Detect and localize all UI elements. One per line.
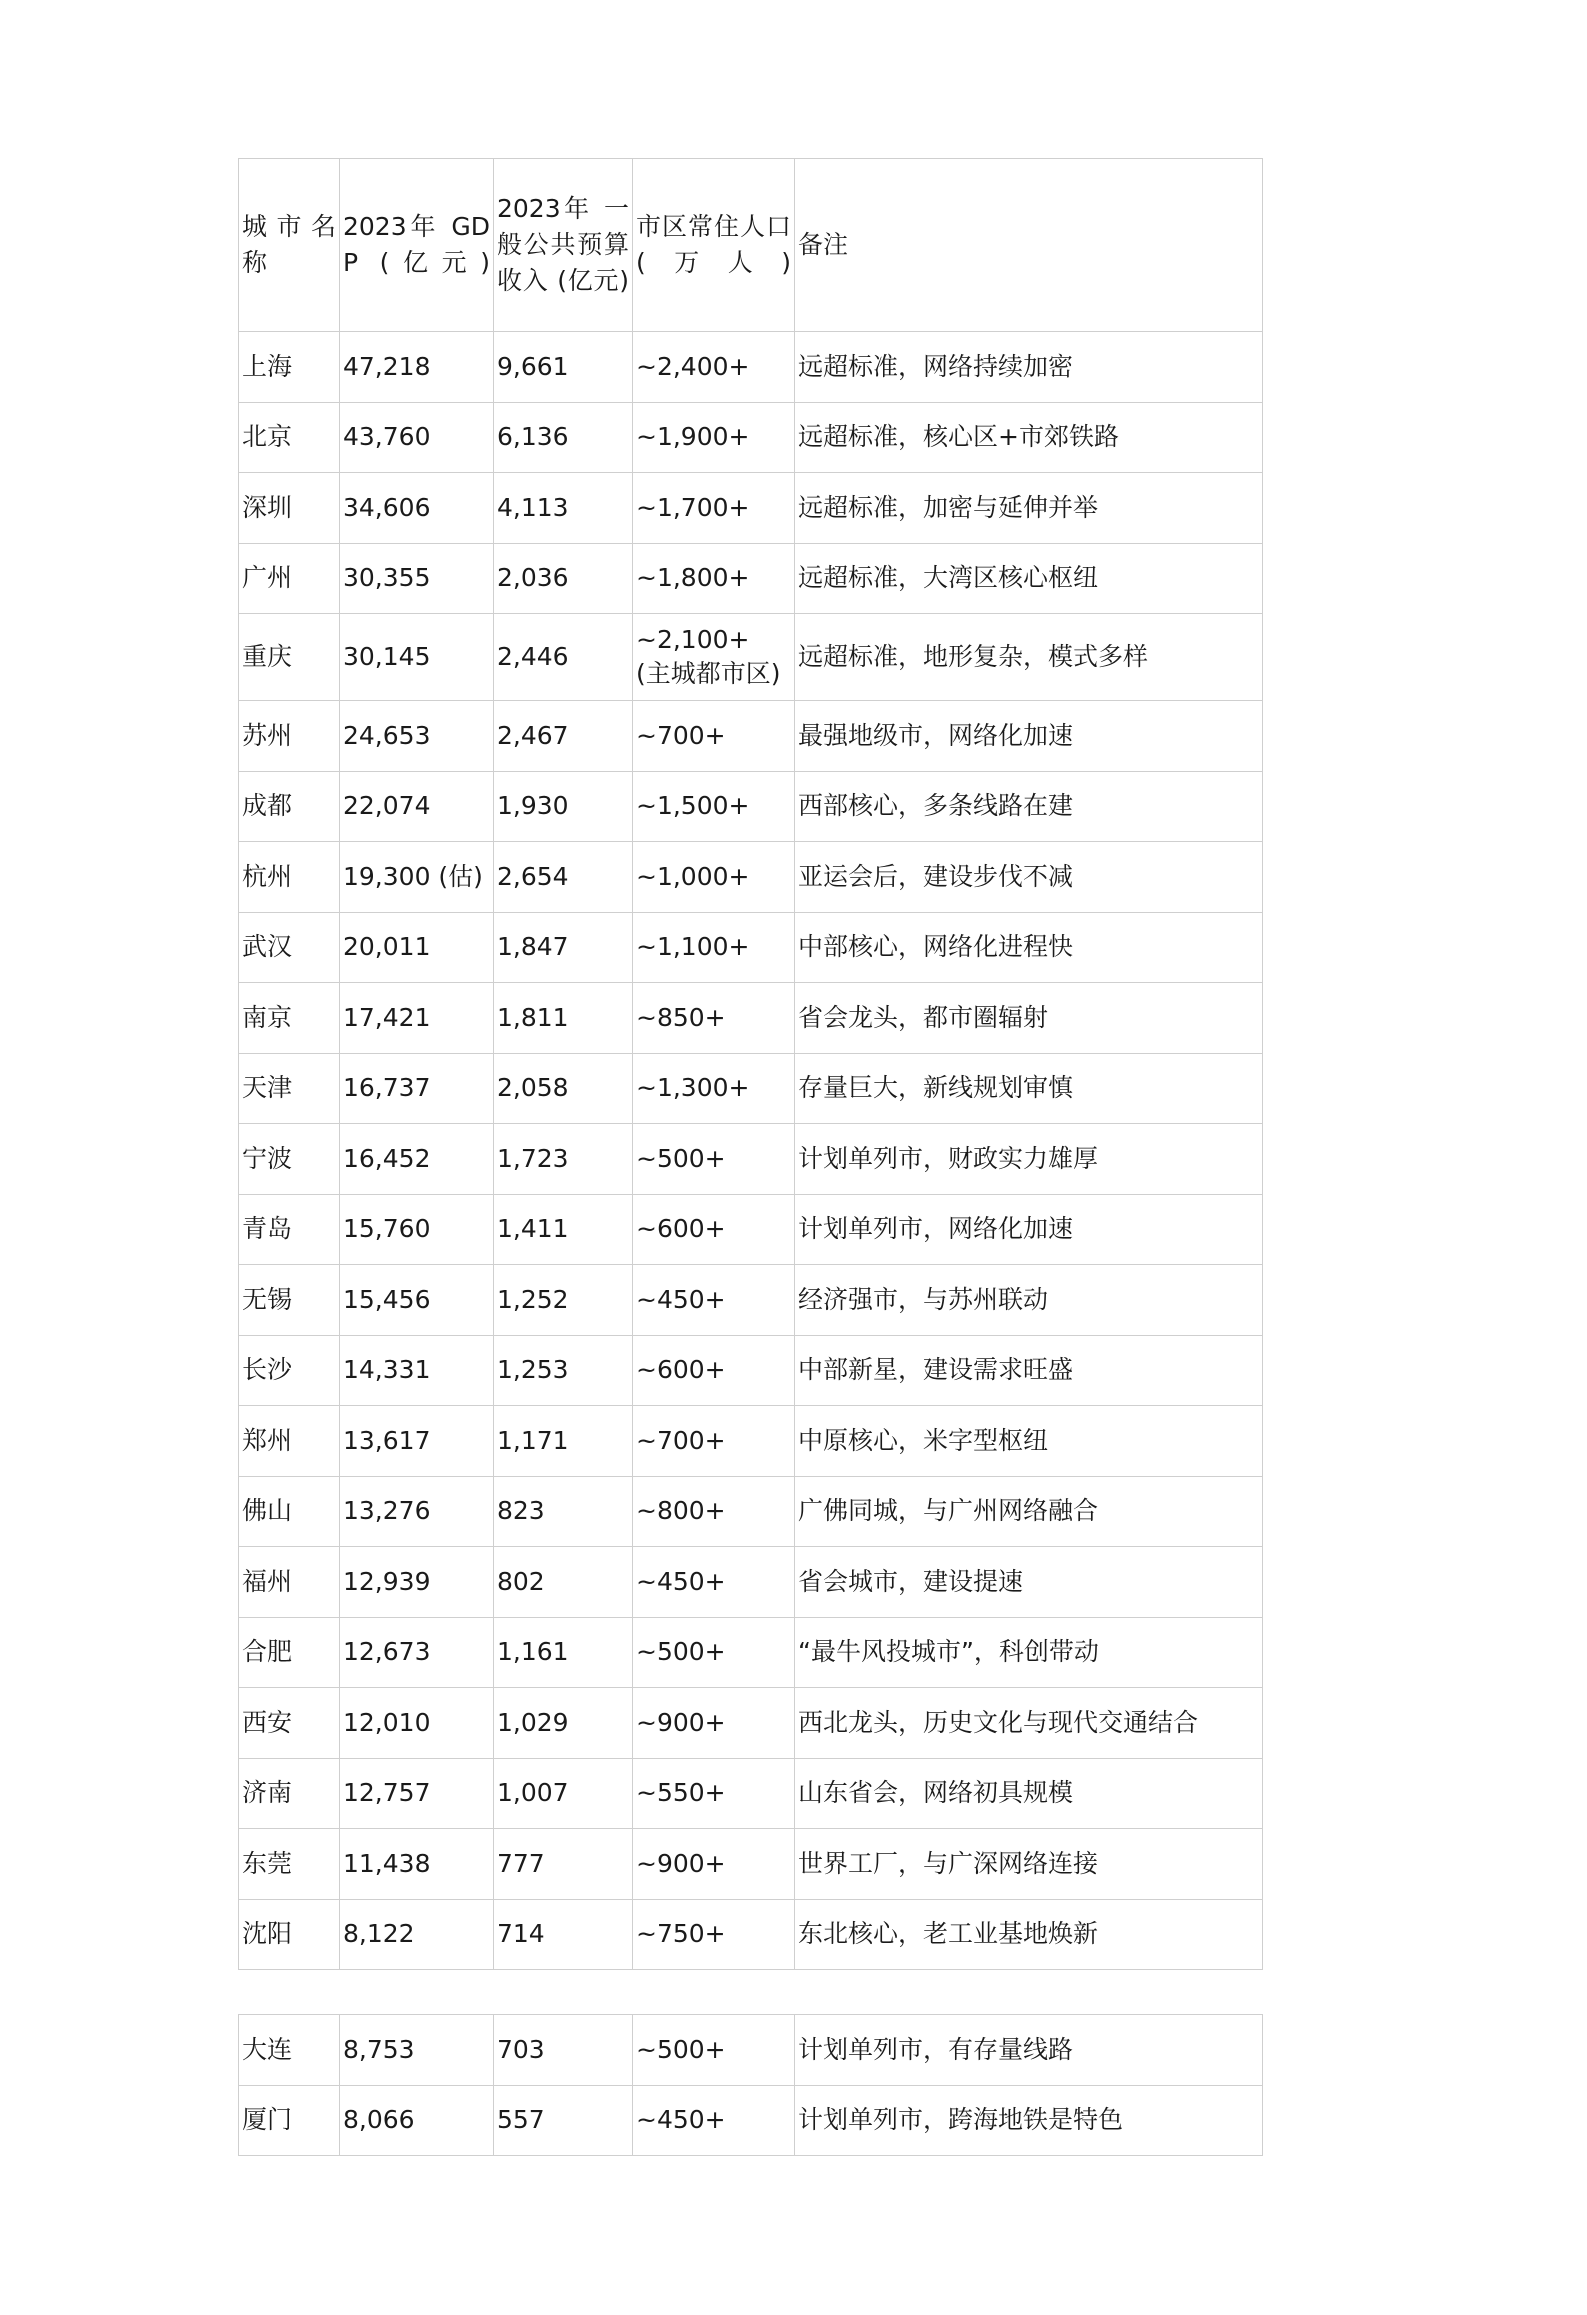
table-row	[239, 1688, 1263, 1759]
cell-population: ~1,800+	[633, 543, 795, 614]
cell-budget-revenue: 777	[494, 1829, 633, 1900]
header-remarks: 备注	[795, 159, 1263, 332]
cell-budget-revenue: 703	[494, 2015, 633, 2086]
cell-remarks: 中部新星，建设需求旺盛	[795, 1335, 1263, 1406]
table-row	[239, 842, 1263, 913]
cell-remarks: 亚运会后，建设步伐不减	[795, 842, 1263, 913]
cell-city: 成都	[239, 771, 340, 842]
cell-population: ~1,700+	[633, 473, 795, 544]
table-row	[239, 912, 1263, 983]
cell-budget-revenue: 1,253	[494, 1335, 633, 1406]
cell-gdp: 16,737	[340, 1053, 494, 1124]
cell-remarks: 广佛同城，与广州网络融合	[795, 1476, 1263, 1547]
cell-remarks: “最牛风投城市”，科创带动	[795, 1617, 1263, 1688]
cell-gdp: 12,673	[340, 1617, 494, 1688]
cell-city: 福州	[239, 1547, 340, 1618]
table-row	[239, 1406, 1263, 1477]
table-row	[239, 1829, 1263, 1900]
cell-population: ~450+	[633, 1265, 795, 1336]
cell-remarks: 山东省会，网络初具规模	[795, 1758, 1263, 1829]
cell-gdp: 43,760	[340, 402, 494, 473]
cell-city: 无锡	[239, 1265, 340, 1336]
cell-budget-revenue: 557	[494, 2085, 633, 2156]
table-row	[239, 1053, 1263, 1124]
cell-remarks: 计划单列市，网络化加速	[795, 1194, 1263, 1265]
table-row	[239, 1617, 1263, 1688]
cell-population: ~2,400+	[633, 332, 795, 403]
cell-city: 沈阳	[239, 1899, 340, 1970]
table-row	[239, 473, 1263, 544]
cell-remarks: 远超标准，大湾区核心枢纽	[795, 543, 1263, 614]
cell-population: ~500+	[633, 1617, 795, 1688]
table-row	[239, 543, 1263, 614]
cell-gdp: 8,066	[340, 2085, 494, 2156]
cell-population: ~900+	[633, 1688, 795, 1759]
cell-remarks: 计划单列市，有存量线路	[795, 2015, 1263, 2086]
cell-city: 杭州	[239, 842, 340, 913]
cell-budget-revenue: 714	[494, 1899, 633, 1970]
header-budget-revenue: 2023年 一般公共预算收入 (亿元)	[494, 159, 633, 332]
cell-budget-revenue: 2,036	[494, 543, 633, 614]
cell-gdp: 12,757	[340, 1758, 494, 1829]
table-row	[239, 1899, 1263, 1970]
cell-city: 深圳	[239, 473, 340, 544]
cell-gdp: 24,653	[340, 701, 494, 772]
cell-city: 南京	[239, 983, 340, 1054]
cell-city: 长沙	[239, 1335, 340, 1406]
cell-population: ~500+	[633, 2015, 795, 2086]
cell-remarks: 东北核心，老工业基地焕新	[795, 1899, 1263, 1970]
cell-remarks: 中原核心，米字型枢纽	[795, 1406, 1263, 1477]
cell-gdp: 8,753	[340, 2015, 494, 2086]
cell-remarks: 计划单列市，财政实力雄厚	[795, 1124, 1263, 1195]
table-row	[239, 771, 1263, 842]
cell-gdp: 47,218	[340, 332, 494, 403]
table-row	[239, 2015, 1263, 2086]
cell-city: 广州	[239, 543, 340, 614]
cell-remarks: 中部核心，网络化进程快	[795, 912, 1263, 983]
header-city-name: 城市名称	[239, 159, 340, 332]
cell-gdp: 15,456	[340, 1265, 494, 1336]
cell-population: ~700+	[633, 1406, 795, 1477]
cell-budget-revenue: 1,847	[494, 912, 633, 983]
cell-gdp: 13,276	[340, 1476, 494, 1547]
cell-population: ~2,100+ (主城都市区)	[633, 614, 795, 701]
cell-city: 合肥	[239, 1617, 340, 1688]
table-row	[239, 1476, 1263, 1547]
cell-city: 厦门	[239, 2085, 340, 2156]
cell-budget-revenue: 1,723	[494, 1124, 633, 1195]
cell-city: 郑州	[239, 1406, 340, 1477]
cell-gdp: 15,760	[340, 1194, 494, 1265]
table-row	[239, 1124, 1263, 1195]
table-row	[239, 983, 1263, 1054]
cell-remarks: 计划单列市，跨海地铁是特色	[795, 2085, 1263, 2156]
cell-population: ~1,500+	[633, 771, 795, 842]
cell-remarks: 远超标准，地形复杂，模式多样	[795, 614, 1263, 701]
cell-budget-revenue: 2,654	[494, 842, 633, 913]
cell-population: ~900+	[633, 1829, 795, 1900]
cell-gdp: 16,452	[340, 1124, 494, 1195]
cell-gdp: 11,438	[340, 1829, 494, 1900]
city-data-table-continued	[238, 2014, 1263, 2156]
cell-city: 重庆	[239, 614, 340, 701]
cell-population: ~800+	[633, 1476, 795, 1547]
cell-city: 济南	[239, 1758, 340, 1829]
cell-gdp: 12,939	[340, 1547, 494, 1618]
cell-remarks: 世界工厂，与广深网络连接	[795, 1829, 1263, 1900]
cell-population: ~600+	[633, 1194, 795, 1265]
cell-budget-revenue: 1,811	[494, 983, 633, 1054]
cell-budget-revenue: 1,161	[494, 1617, 633, 1688]
cell-remarks: 最强地级市，网络化加速	[795, 701, 1263, 772]
table-row	[239, 1194, 1263, 1265]
cell-population: ~1,100+	[633, 912, 795, 983]
cell-gdp: 20,011	[340, 912, 494, 983]
cell-gdp: 34,606	[340, 473, 494, 544]
header-population: 市区常住人口 (万人)	[633, 159, 795, 332]
cell-gdp: 22,074	[340, 771, 494, 842]
table-row	[239, 1547, 1263, 1618]
cell-budget-revenue: 2,446	[494, 614, 633, 701]
city-data-table	[238, 158, 1263, 1970]
cell-population: ~1,300+	[633, 1053, 795, 1124]
cell-remarks: 远超标准，网络持续加密	[795, 332, 1263, 403]
table-row	[239, 701, 1263, 772]
cell-gdp: 8,122	[340, 1899, 494, 1970]
table-row	[239, 402, 1263, 473]
cell-gdp: 30,145	[340, 614, 494, 701]
cell-budget-revenue: 1,252	[494, 1265, 633, 1336]
table-row	[239, 614, 1263, 701]
cell-gdp: 14,331	[340, 1335, 494, 1406]
cell-population: ~750+	[633, 1899, 795, 1970]
cell-population: ~450+	[633, 1547, 795, 1618]
table-row	[239, 332, 1263, 403]
cell-city: 东莞	[239, 1829, 340, 1900]
cell-budget-revenue: 1,029	[494, 1688, 633, 1759]
cell-budget-revenue: 823	[494, 1476, 633, 1547]
cell-gdp: 13,617	[340, 1406, 494, 1477]
cell-remarks: 西部核心，多条线路在建	[795, 771, 1263, 842]
cell-budget-revenue: 2,467	[494, 701, 633, 772]
cell-population: ~450+	[633, 2085, 795, 2156]
cell-city: 上海	[239, 332, 340, 403]
cell-population: ~700+	[633, 701, 795, 772]
cell-gdp: 19,300 (估)	[340, 842, 494, 913]
cell-population: ~500+	[633, 1124, 795, 1195]
header-gdp: 2023年 GDP (亿元)	[340, 159, 494, 332]
cell-budget-revenue: 6,136	[494, 402, 633, 473]
cell-population: ~550+	[633, 1758, 795, 1829]
cell-city: 天津	[239, 1053, 340, 1124]
cell-remarks: 省会城市，建设提速	[795, 1547, 1263, 1618]
cell-remarks: 远超标准，加密与延伸并举	[795, 473, 1263, 544]
cell-city: 北京	[239, 402, 340, 473]
cell-gdp: 30,355	[340, 543, 494, 614]
cell-budget-revenue: 2,058	[494, 1053, 633, 1124]
cell-remarks: 存量巨大，新线规划审慎	[795, 1053, 1263, 1124]
cell-city: 苏州	[239, 701, 340, 772]
table-row	[239, 1758, 1263, 1829]
cell-city: 大连	[239, 2015, 340, 2086]
cell-city: 西安	[239, 1688, 340, 1759]
table-row	[239, 1335, 1263, 1406]
cell-population: ~1,000+	[633, 842, 795, 913]
cell-budget-revenue: 1,007	[494, 1758, 633, 1829]
header-row	[239, 159, 1263, 332]
cell-remarks: 西北龙头，历史文化与现代交通结合	[795, 1688, 1263, 1759]
cell-population: ~1,900+	[633, 402, 795, 473]
cell-remarks: 远超标准，核心区+市郊铁路	[795, 402, 1263, 473]
cell-budget-revenue: 1,411	[494, 1194, 633, 1265]
cell-budget-revenue: 9,661	[494, 332, 633, 403]
table-row	[239, 2085, 1263, 2156]
cell-budget-revenue: 1,171	[494, 1406, 633, 1477]
cell-remarks: 经济强市，与苏州联动	[795, 1265, 1263, 1336]
table-row	[239, 1265, 1263, 1336]
cell-gdp: 12,010	[340, 1688, 494, 1759]
cell-gdp: 17,421	[340, 983, 494, 1054]
cell-city: 青岛	[239, 1194, 340, 1265]
cell-city: 武汉	[239, 912, 340, 983]
cell-population: ~850+	[633, 983, 795, 1054]
cell-budget-revenue: 802	[494, 1547, 633, 1618]
cell-remarks: 省会龙头，都市圈辐射	[795, 983, 1263, 1054]
cell-budget-revenue: 1,930	[494, 771, 633, 842]
cell-budget-revenue: 4,113	[494, 473, 633, 544]
cell-city: 宁波	[239, 1124, 340, 1195]
cell-population: ~600+	[633, 1335, 795, 1406]
cell-city: 佛山	[239, 1476, 340, 1547]
